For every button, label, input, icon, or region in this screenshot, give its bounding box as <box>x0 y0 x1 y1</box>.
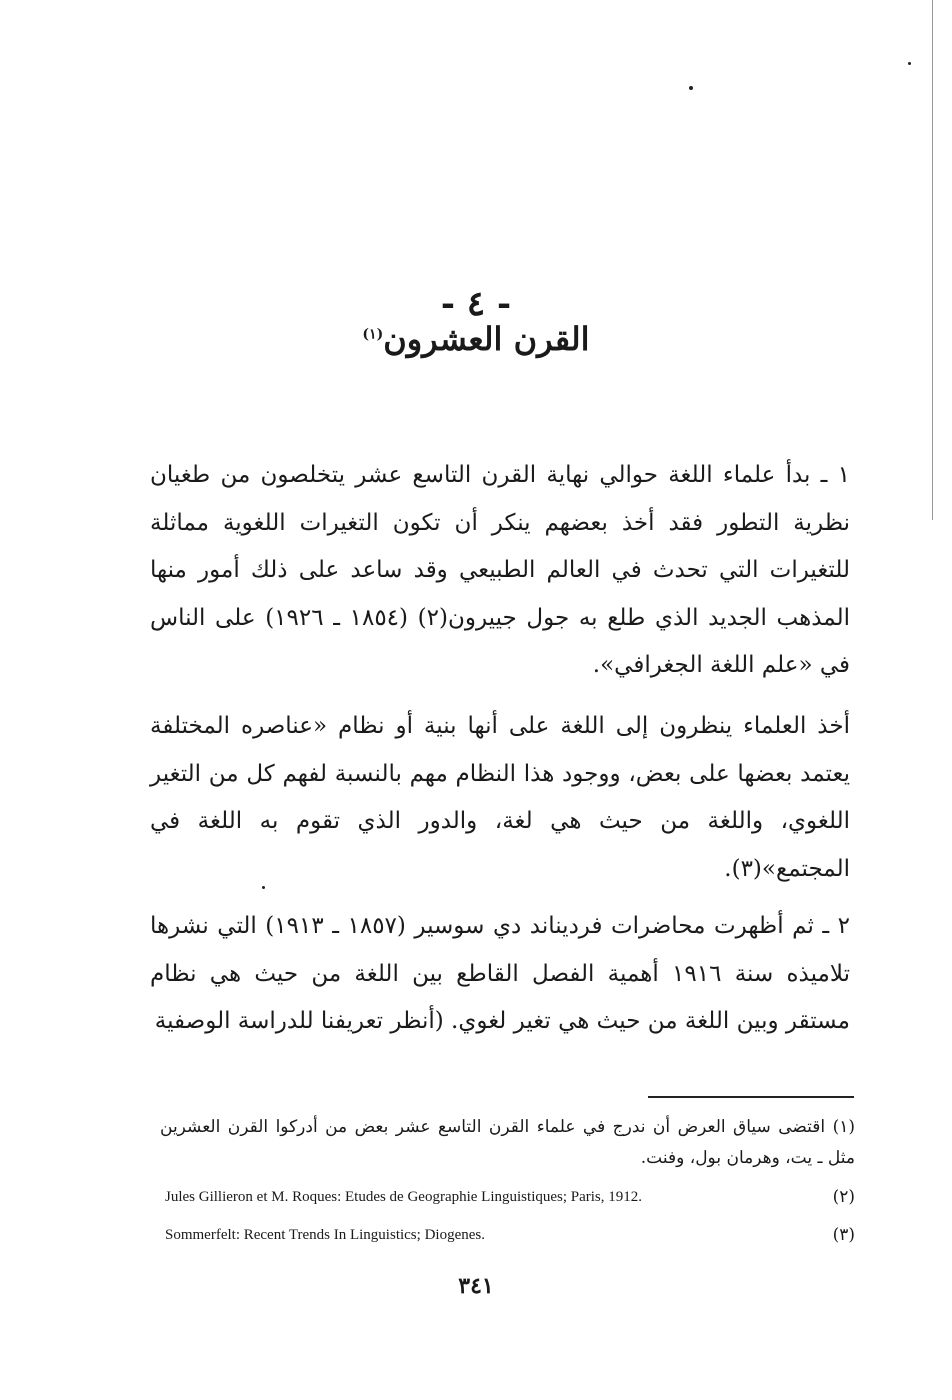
footnote-1: (١) اقتضى سياق العرض أن ندرج في علماء القرن التاسع عشر بعض من أدركوا القرن العشرين مثل ـ يت، وهرمان بول، وفنت. <box>160 1117 855 1168</box>
page-number: ٣٤١ <box>458 1273 494 1299</box>
title-footnote-marker: (١) <box>362 326 384 343</box>
paragraph-2: أخذ العلماء ينظرون إلى اللغة على أنها بنية أو نظام «عناصره المختلفة يعتمد بعضها على بعض، ووجود هذا النظام مهم بالنسبة لفهم كل من التغير اللغوي، واللغة من حيث هي لغة، والدور الذي تقوم به اللغة في المجتمع»(٣). <box>150 713 850 882</box>
paragraph-1: ١ ـ بدأ علماء اللغة حوالي نهاية القرن التاسع عشر يتخلصون من طغيان نظرية التطور فقد أخذ بعضهم ينكر أن تكون التغيرات اللغوية مماثلة للتغيرات التي تحدث في العالم الطبيعي وقد ساعد على ذلك أمور منها المذهب الجديد الذي طلع به جول جييرون(٢) (١٨٥٤ ـ ١٩٢٦) على الناس في «علم اللغة الجغرافي». <box>150 462 850 678</box>
scan-speck <box>689 86 693 90</box>
chapter-title-text: القرن العشرون <box>383 320 590 358</box>
scan-edge-line <box>932 0 933 520</box>
scan-speck <box>908 62 911 65</box>
paragraph-3: ٢ ـ ثم أظهرت محاضرات فرديناند دي سوسير (١٨٥٧ ـ ١٩١٣) التي نشرها تلاميذه سنة ١٩١٦ أهمية الفصل القاطع بين اللغة من حيث هي نظام مستقر وبين اللغة من حيث هي تغير لغوي. (أنظر تعريفنا للدراسة الوصفية <box>150 913 850 1034</box>
footnote-3-number: (٣) <box>832 1225 855 1245</box>
chapter-title <box>0 320 952 358</box>
footnote-divider <box>648 1096 854 1098</box>
footnote-2-text: Jules Gillieron et M. Roques: Etudes de Geographie Linguistiques; Paris, 1912. <box>165 1189 643 1205</box>
footnote-2-number: (٢) <box>832 1187 855 1207</box>
footnote-3-text: Sommerfelt: Recent Trends In Linguistics; Diogenes. <box>165 1227 485 1243</box>
chapter-number: - ٤ - <box>440 284 512 324</box>
